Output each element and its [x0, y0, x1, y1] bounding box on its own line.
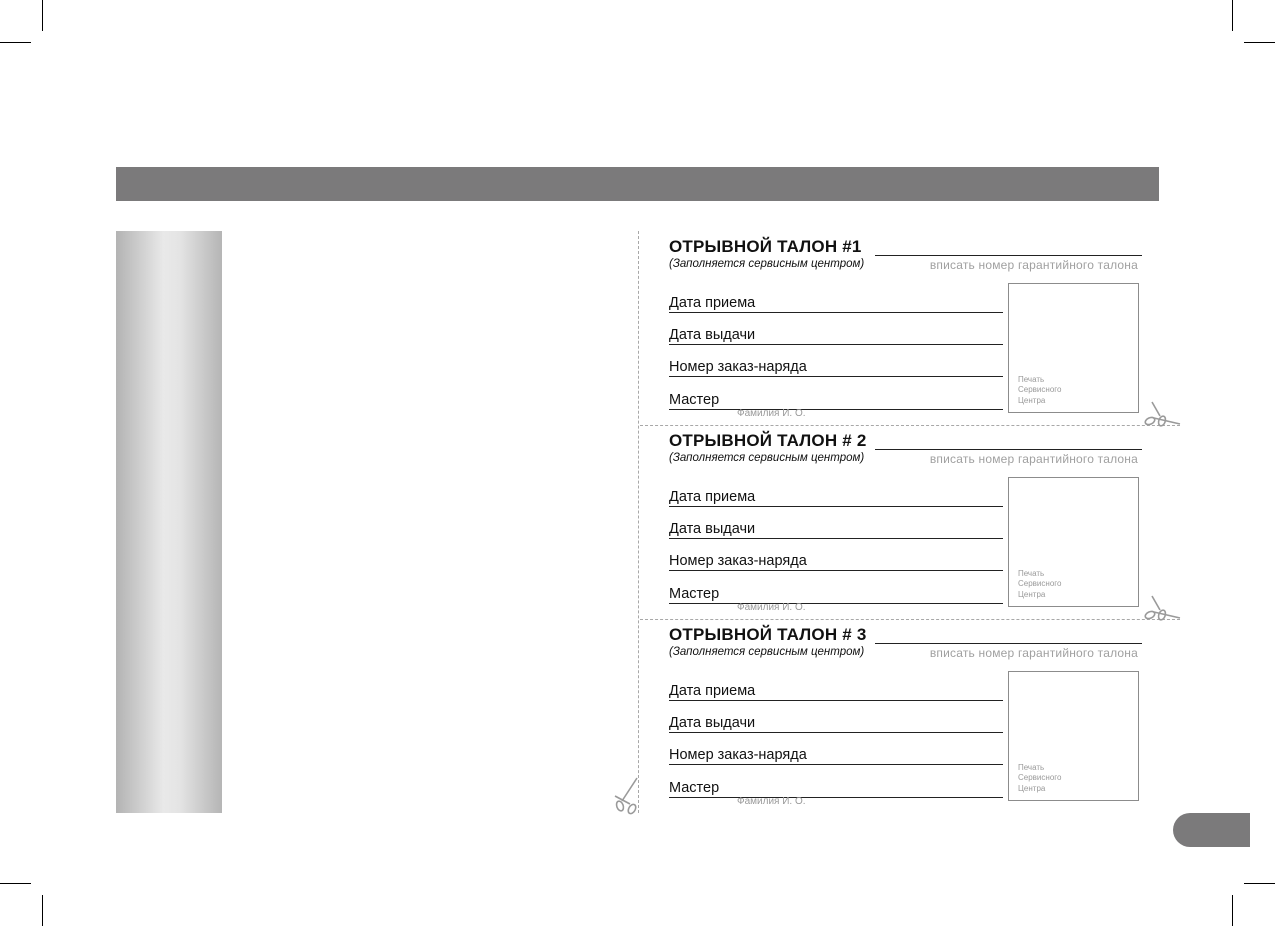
coupon-1 — [669, 231, 1144, 425]
field-line — [669, 764, 1003, 765]
field-label: Дата приема — [669, 489, 758, 505]
coupon-subtitle: (Заполняется сервисным центром) — [669, 646, 865, 658]
field-label: Номер заказ-наряда — [669, 553, 810, 569]
stamp-line: Сервисного — [1018, 773, 1062, 782]
side-bar — [116, 231, 222, 813]
stamp-line: Печать — [1018, 568, 1045, 578]
field-order-number[interactable] — [669, 747, 1003, 767]
stamp-box — [1008, 477, 1139, 607]
scissors-icon — [1142, 594, 1182, 622]
field-issue-date[interactable] — [669, 327, 1003, 347]
stamp-line: Печать — [1018, 762, 1045, 772]
field-master[interactable] — [669, 392, 1003, 412]
field-line — [669, 409, 1003, 410]
field-label: Номер заказ-наряда — [669, 747, 810, 763]
field-label: Мастер — [669, 780, 722, 796]
field-label: Мастер — [669, 392, 722, 408]
crop-mark — [1244, 883, 1275, 884]
warranty-number-line[interactable] — [875, 255, 1142, 256]
fio-hint: Фамилия И. О. — [737, 796, 806, 807]
field-line — [669, 538, 1003, 539]
vertical-cut-line — [638, 231, 639, 813]
warranty-number-hint: вписать номер гарантийного талона — [929, 258, 1138, 272]
field-issue-date[interactable] — [669, 521, 1003, 541]
field-receipt-date[interactable] — [669, 683, 1003, 703]
field-line — [669, 700, 1003, 701]
stamp-line: Сервисного — [1018, 385, 1062, 394]
stamp-line: Печать — [1018, 374, 1045, 384]
coupon-3 — [669, 619, 1144, 813]
fio-hint: Фамилия И. О. — [737, 408, 806, 419]
stamp-line: Центра — [1018, 783, 1046, 793]
field-label: Дата выдачи — [669, 521, 758, 537]
crop-mark — [42, 0, 43, 31]
crop-mark — [0, 42, 31, 43]
field-receipt-date[interactable] — [669, 489, 1003, 509]
field-line — [669, 344, 1003, 345]
field-issue-date[interactable] — [669, 715, 1003, 735]
field-master[interactable] — [669, 586, 1003, 606]
field-master[interactable] — [669, 780, 1003, 800]
field-label: Номер заказ-наряда — [669, 359, 810, 375]
stamp-text — [1018, 375, 1061, 407]
warranty-number-line[interactable] — [875, 449, 1142, 450]
field-order-number[interactable] — [669, 553, 1003, 573]
stamp-line: Центра — [1018, 589, 1046, 599]
field-line — [669, 570, 1003, 571]
stamp-line: Центра — [1018, 395, 1046, 405]
warranty-number-line[interactable] — [875, 643, 1142, 644]
crop-mark — [0, 883, 31, 884]
field-line — [669, 376, 1003, 377]
crop-mark — [1232, 895, 1233, 926]
stamp-box — [1008, 283, 1139, 413]
crop-mark — [1232, 0, 1233, 31]
stamp-text — [1018, 569, 1061, 601]
coupon-subtitle: (Заполняется сервисным центром) — [669, 452, 865, 464]
page-tab — [1173, 813, 1250, 847]
coupon-2 — [669, 425, 1144, 619]
field-line — [669, 797, 1003, 798]
field-line — [669, 603, 1003, 604]
crop-mark — [1244, 42, 1275, 43]
stamp-box — [1008, 671, 1139, 801]
scissors-icon — [612, 776, 640, 816]
field-label: Дата приема — [669, 683, 758, 699]
scissors-icon — [1142, 400, 1182, 428]
coupon-title: ОТРЫВНОЙ ТАЛОН #1 — [669, 237, 862, 256]
field-label: Дата выдачи — [669, 715, 758, 731]
header-bar — [116, 167, 1159, 201]
field-line — [669, 732, 1003, 733]
crop-mark — [42, 895, 43, 926]
coupon-title: ОТРЫВНОЙ ТАЛОН # 3 — [669, 625, 867, 644]
field-label: Мастер — [669, 586, 722, 602]
warranty-number-hint: вписать номер гарантийного талона — [929, 452, 1138, 466]
stamp-text — [1018, 763, 1061, 795]
stamp-line: Сервисного — [1018, 579, 1062, 588]
field-order-number[interactable] — [669, 359, 1003, 379]
field-label: Дата выдачи — [669, 327, 758, 343]
coupon-title: ОТРЫВНОЙ ТАЛОН # 2 — [669, 431, 867, 450]
field-line — [669, 506, 1003, 507]
coupon-subtitle: (Заполняется сервисным центром) — [669, 258, 865, 270]
fio-hint: Фамилия И. О. — [737, 602, 806, 613]
field-line — [669, 312, 1003, 313]
field-receipt-date[interactable] — [669, 295, 1003, 315]
warranty-number-hint: вписать номер гарантийного талона — [929, 646, 1138, 660]
field-label: Дата приема — [669, 295, 758, 311]
